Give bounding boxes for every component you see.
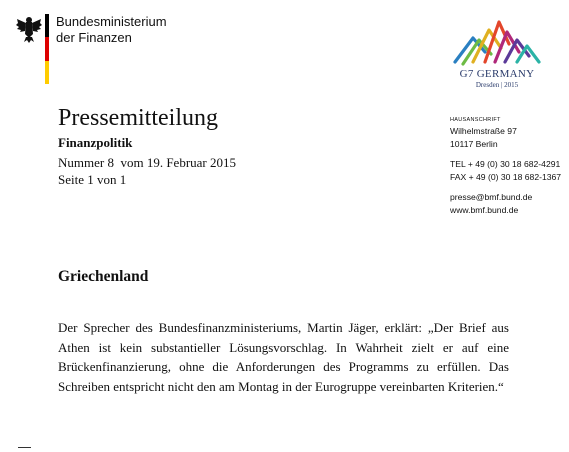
address-block — [450, 116, 561, 217]
section-heading: Griechenland — [58, 268, 149, 285]
press-release-number-date: Nummer 8 vom 19. Februar 2015 — [58, 155, 237, 170]
german-flag-bar — [45, 14, 49, 84]
press-release-title: Pressemitteilung — [58, 105, 218, 131]
address-email-link[interactable]: presse@bmf.bund.de — [450, 192, 533, 203]
ministry-name — [56, 14, 167, 46]
press-release-meta — [58, 154, 236, 188]
address-web-link[interactable]: www.bmf.bund.de — [450, 204, 519, 215]
press-release-subject: Finanzpolitik — [58, 135, 133, 150]
address-label: HAUSANSCHRIFT — [450, 117, 501, 123]
federal-eagle-icon — [15, 14, 43, 44]
section-body: Der Sprecher des Bundesfinanzministeriums, Martin Jäger, erklärt: „Der Brief aus Athen ist kein substantieller Lösungsvorschlag. In Wahrheit zielt er auf eine Brückenfinanzierung, ohne die Anforderungen des Programms zu erfüllen. Das Schreiben entspricht nicht den am Montag in der Eurogruppe vereinbarten Kriterien.“ — [58, 320, 509, 394]
ministry-name-line1: Bundesministerium — [56, 14, 167, 29]
footer-mark — [18, 447, 31, 448]
flag-stripe-black — [45, 14, 49, 37]
g7-germany-logo-icon — [449, 18, 545, 66]
address-tel: TEL + 49 (0) 30 18 682-4291 — [450, 159, 561, 170]
flag-stripe-red — [45, 37, 49, 60]
address-city: 10117 Berlin — [450, 138, 498, 149]
address-fax: FAX + 49 (0) 30 18 682-1367 — [450, 171, 562, 182]
address-street: Wilhelmstraße 97 — [450, 126, 517, 136]
press-release-page: Seite 1 von 1 — [58, 172, 127, 187]
flag-stripe-gold — [45, 61, 49, 84]
g7-title: G7 GERMANY — [459, 68, 535, 80]
ministry-name-line2: der Finanzen — [56, 30, 132, 45]
g7-subtitle: Dresden | 2015 — [475, 81, 519, 89]
